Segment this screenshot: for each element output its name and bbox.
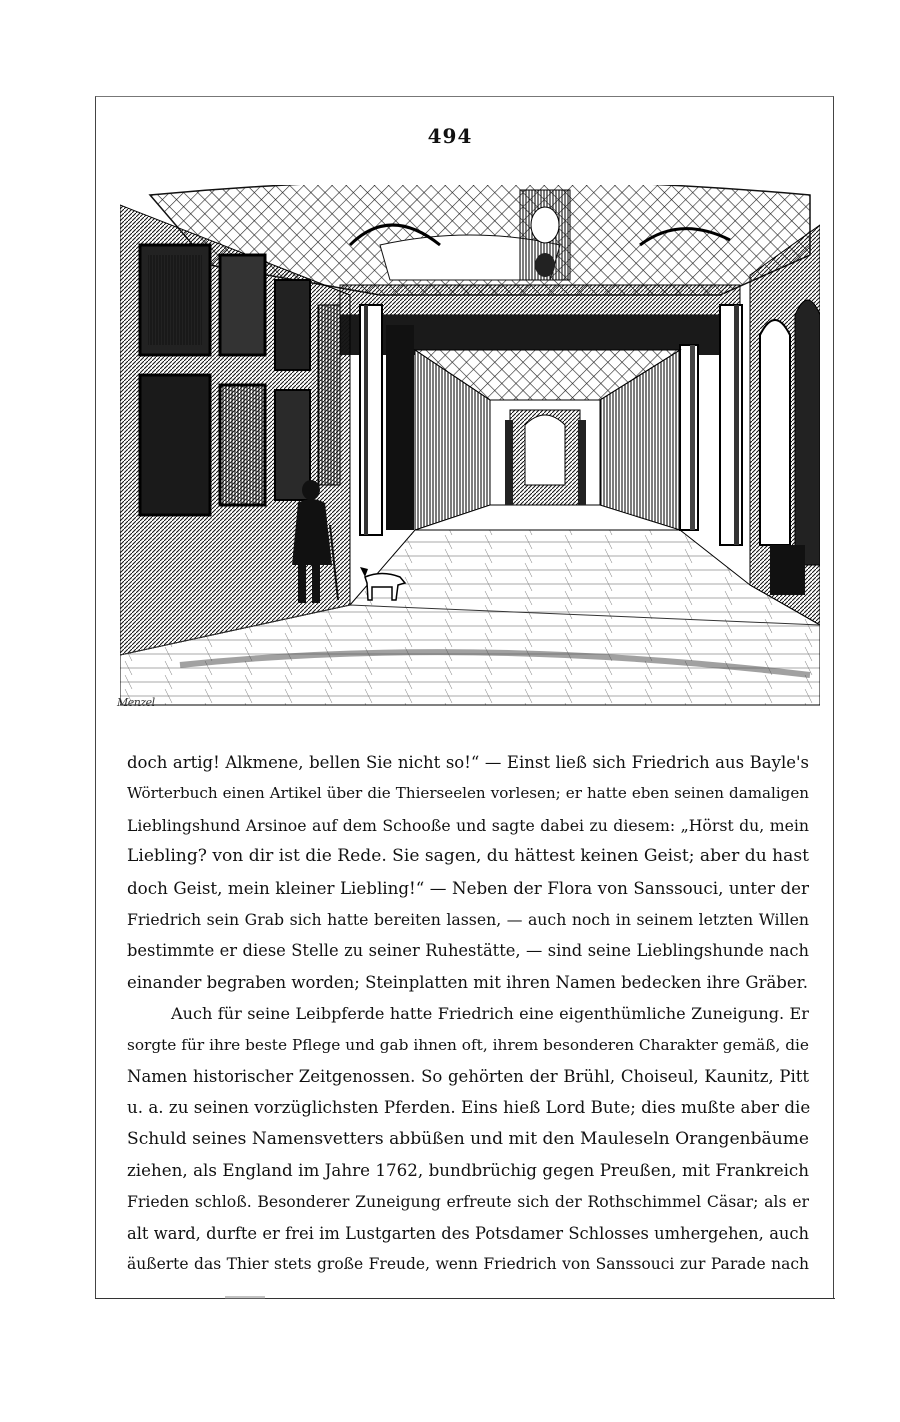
text-line: doch artig! Alkmene, bellen Sie nicht so!“ — Einst ließ sich Friedrich aus Bayle's	[127, 753, 809, 772]
text-line: äußerte das Thier stets große Freude, wenn Friedrich von Sanssouci zur Parade nach	[127, 1255, 809, 1274]
text-line: Lieblingshund Arsinoe auf dem Schooße und sagte dabei zu diesem: „Hörst du, mein	[127, 815, 809, 835]
page-number: 494	[427, 124, 473, 148]
text-line: einander begraben worden; Steinplatten mit ihren Namen bedecken ihre Gräber.	[127, 972, 808, 992]
text-line: alt ward, durfte er frei im Lustgarten des Potsdamer Schlosses umhergehen, auch	[127, 1223, 809, 1243]
scan-smudge	[225, 1296, 265, 1299]
text-line: Wörterbuch einen Artikel über die Thierseelen vorlesen; er hatte eben seinen damaligen	[127, 784, 809, 803]
frame-bottom-rule	[95, 1298, 835, 1299]
text-line: bestimmte er diese Stelle zu seiner Ruhestätte, — sind seine Lieblingshunde nach	[127, 941, 809, 961]
text-line: Namen historischer Zeitgenossen. So gehörten der Brühl, Choiseul, Kaunitz, Pitt	[127, 1066, 809, 1086]
text-line: doch Geist, mein kleiner Liebling!“ — Neben der Flora von Sanssouci, unter der	[127, 877, 809, 898]
text-line: Liebling? von dir ist die Rede. Sie sagen, du hättest keinen Geist; aber du hast	[127, 846, 809, 867]
text-line-paragraph-start: Auch für seine Leibpferde hatte Friedrich eine eigenthümliche Zuneigung. Er	[171, 1004, 809, 1024]
text-line: Schuld seines Namensvetters abbüßen und mit den Mauleseln Orangenbäume	[127, 1128, 810, 1149]
engraver-signature: Menzel	[117, 696, 155, 709]
text-line: Friedrich sein Grab sich hatte bereiten lassen, — auch noch in seinem letzten Willen	[127, 909, 809, 929]
body-text	[127, 747, 809, 1281]
text-line: u. a. zu seinen vorzüglichsten Pferden. Eins hieß Lord Bute; dies mußte aber die	[127, 1097, 811, 1118]
text-line: Frieden schloß. Besonderer Zuneigung erfreute sich der Rothschimmel Cäsar; als er	[127, 1192, 809, 1212]
text-line: ziehen, als England im Jahre 1762, bundbrüchig gegen Preußen, mit Frankreich	[127, 1160, 809, 1181]
gallery-engraving	[120, 185, 820, 715]
text-line: sorgte für ihre beste Pflege und gab ihnen oft, ihrem besonderen Charakter gemäß, die	[127, 1035, 809, 1054]
